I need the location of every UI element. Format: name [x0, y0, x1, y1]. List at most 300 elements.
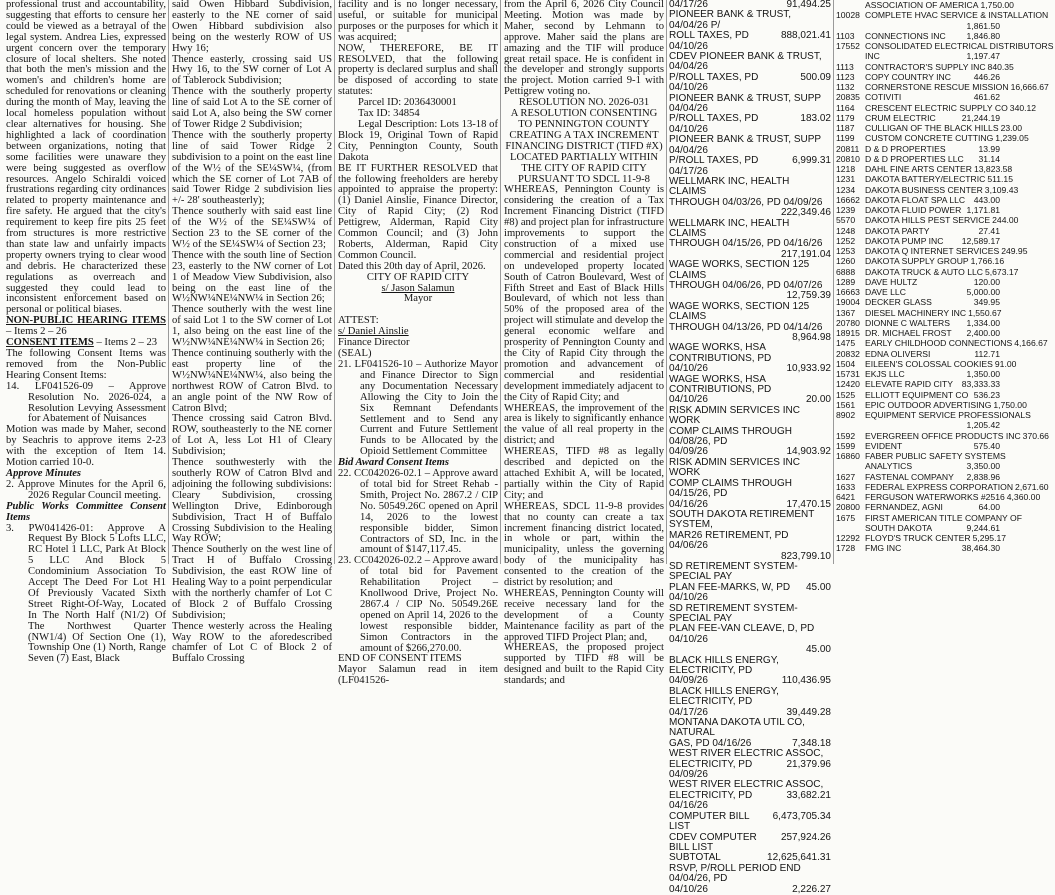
vendor-number: 1728: [836, 543, 856, 554]
claim-row: [836, 256, 1005, 267]
vendor-name: DECKER GLASS: [865, 297, 932, 308]
payment-description: WAGE WORKS, HSA CONTRIBUTIONS, PD: [669, 373, 772, 396]
vendor-name: D & D PROPERTIES LLC: [865, 153, 964, 164]
claim-amount: 1,334.00: [966, 317, 1000, 328]
claim-row: [836, 287, 1000, 297]
vendor-number: 12292: [836, 533, 860, 543]
approve-minutes-heading: Approve Minutes: [6, 467, 82, 479]
claim-amount: 840.35: [987, 61, 1014, 72]
payment-row: [669, 208, 831, 218]
payment-row: [669, 406, 831, 427]
payment-row: [669, 73, 831, 94]
vendor-number: 20780: [836, 317, 860, 328]
paragraph: Thence southwesterly with the southerly ROW of Catron Blvd and adjoining the following subdivisions: Cleary Subdivision, crossing Wellington Drive, Edinborough Subdivision, Tract H of Buffalo Crossing Subdivision to the Healing Way ROW;: [172, 457, 332, 545]
payment-row: [669, 260, 831, 281]
payment-row: [669, 458, 831, 479]
claim-amount: [1031, 410, 1033, 420]
claim-amount: 3,109.43: [984, 184, 1019, 195]
vendor-name: ELLIOTT EQUIPMENT CO: [865, 389, 969, 400]
column-3-resolution: [338, 0, 498, 687]
claim-amount: 1,861.50: [966, 20, 1000, 31]
payment-description: P/ROLL TAXES, PD 04/10/26: [669, 71, 759, 94]
legal-description: Legal Description: Lots 13-18 of Block 19, Original Town of Rapid City, Pennington County, South Dakota: [338, 118, 498, 163]
payment-description: 04/10/26: [669, 394, 708, 406]
vendor-name: SOUTH DAKOTA: [865, 522, 933, 533]
vendor-name: DAKOTA PARTY: [865, 225, 930, 236]
vendor-number: 1103: [836, 30, 855, 41]
claim-row: [836, 390, 1000, 400]
vendor-name: DIONNE C WALTERS: [865, 317, 950, 328]
claim-amount: 13,823.58: [973, 164, 1013, 174]
tax-id: Tax ID: 34854: [358, 108, 420, 120]
payment-description: WELLMARK INC, HEALTH CLAIMS: [669, 217, 790, 239]
claim-amount: 340.12: [1009, 102, 1037, 113]
payment-description: PIONEER BANK & TRUST, SUPP 04/04/26: [669, 134, 821, 156]
payment-description: 04/16/26: [669, 498, 708, 510]
vendor-name: ELEVATE RAPID CITY: [865, 379, 954, 390]
vendor-number: 18915: [836, 328, 860, 338]
claim-row: [836, 492, 1041, 502]
vendor-number: 8902: [836, 410, 856, 420]
payment-description: COMP CLAIMS THROUGH 04/08/26, PD: [669, 425, 792, 448]
vendor-name: FABER PUBLIC SAFETY SYSTEMS: [865, 451, 1006, 461]
payment-amount: 20.00: [805, 394, 831, 406]
bid-award-heading: Bid Award Consent Items: [338, 457, 449, 469]
claim-amount: 249.95: [1001, 246, 1028, 256]
vendor-number: 1475: [836, 338, 856, 349]
claim-row: [836, 0, 1014, 10]
claim-amount: 2,400.00: [966, 328, 1000, 338]
payment-description: P/ROLL TAXES, PD 04/10/26: [669, 113, 759, 135]
claim-row: [836, 472, 1000, 482]
claim-amount: 27.41: [978, 225, 1000, 236]
heading-rest: – Items 2 – 23: [93, 337, 158, 349]
vendor-name: COTIVITI: [865, 92, 902, 103]
vendor-number: 20835: [836, 92, 860, 103]
vendor-number: 1289: [836, 276, 856, 287]
claim-row: [836, 205, 1000, 215]
vendor-number: 1252: [836, 235, 856, 246]
column-1-minutes: [6, 0, 166, 665]
payment-row: [669, 375, 831, 396]
claim-row: [836, 369, 1000, 379]
claim-row: [836, 410, 1031, 420]
payment-description: WAGE WORKS, HSA CONTRIBUTIONS, PD: [669, 342, 772, 364]
item-3: 3. PW041426-01: Approve A Request By Block 5 Lofts LLC, RC Hotel 1 LLC, Park At Block 5 LLC And Block 5 Condominium Association To Accept The Deed For Lot H1 Of Previously Vacated Sixth Street Right-Of-Way, Located In The North Half (N1/2) Of The Northwest Quarter (NW1/4) Of Section One (1), Township One (1) North, Range Seven (7) East, Black: [6, 522, 166, 665]
paragraph: Mayor Salamun read in item (LF041526-: [338, 664, 498, 687]
claim-amount: 31.14: [978, 153, 1000, 164]
vendor-number: 1199: [836, 133, 855, 144]
claim-row: [836, 236, 1000, 246]
payment-amount: 7,348.18: [792, 737, 831, 749]
payment-row: [669, 583, 831, 604]
payment-row: [669, 302, 831, 323]
claim-amount: 244.00: [992, 215, 1019, 226]
payment-description: ELECTRICITY, PD 04/16/26: [669, 789, 753, 812]
claim-row: [836, 72, 1000, 82]
claim-amount: 1,766.16: [970, 256, 1005, 267]
payment-description: BLACK HILLS ENERGY, ELECTRICITY, PD: [669, 654, 779, 676]
claim-amount: 1,171.81: [966, 205, 1000, 215]
claim-amount: 1,750.00: [993, 399, 1027, 410]
vendor-name: [865, 420, 965, 430]
claim-row: [836, 297, 1000, 307]
payment-amount: 8,964.98: [792, 332, 831, 343]
vendor-name: DAKOTA PUMP INC: [865, 235, 944, 246]
vendor-name: DAKOTA FLOAT SPA LLC: [865, 194, 966, 205]
payment-description: WAGE WORKS, SECTION 125 CLAIMS: [669, 259, 810, 281]
vendor-number: 19004: [836, 297, 860, 308]
claim-amount: 5,000.00: [966, 287, 1000, 297]
column-2-legal-description: [172, 0, 332, 665]
column-rule: [334, 0, 335, 564]
attest-label: ATTEST:: [338, 315, 379, 327]
vendor-name: EKJS LLC: [865, 369, 905, 379]
vendor-name: EVERGREEN OFFICE PRODUCTS INC: [865, 430, 1021, 441]
claim-row: [836, 451, 1006, 461]
item-21: 21. LF041526-10 – Authorize Mayor and Finance Director to Sign any Documentation Necessary Allowing the City to Join the Six Remnant Defendants Settlement and to Send any Current and Future Settlement Funds to be Allocated by the Opioid Settlement Committee: [338, 359, 498, 458]
claim-amount: 1,239.05: [995, 133, 1029, 144]
item-23: 23. CC042026-02.2 – Approve award of total bid for Pavement Rehabilitation Project – Knollwood Drive, Project No. 2867.4 / CIP No. 50549.26E opened on April 14, 2026 to the lowest responsible bidder, Simon Contractors in the amount of $266,270.00.: [338, 555, 498, 654]
payment-description: WAGE WORKS, SECTION 125 CLAIMS: [669, 300, 810, 323]
vendor-name: DAKOTA SUPPLY GROUP: [865, 256, 969, 267]
vendor-name: FIRST AMERICAN TITLE COMPANY OF: [865, 512, 1022, 523]
vendor-number: 1123: [836, 71, 855, 82]
signature-mayor: s/ Jason Salamun: [381, 282, 455, 294]
payment-description: CDEV COMPUTER BILL LIST: [669, 831, 757, 853]
vendor-name: EDNA OLIVERSI: [865, 348, 931, 359]
resolution-number: RESOLUTION NO. 2026-031: [518, 97, 650, 109]
column-rule: [168, 0, 169, 564]
payment-amount: 257,924.26: [780, 831, 831, 843]
claim-row: [836, 61, 1014, 72]
vendor-name: CULLIGAN OF THE BLACK HILLS: [865, 123, 999, 133]
payment-description: BLACK HILLS ENERGY, ELECTRICITY, PD: [669, 685, 779, 708]
claim-row: [836, 399, 1027, 410]
claim-row: [836, 92, 1000, 102]
claim-row: [836, 113, 1000, 123]
heading-text: NON-PUBLIC HEARING ITEMS: [6, 315, 166, 327]
vendor-number: 20811: [836, 143, 860, 154]
payment-row: [669, 604, 831, 625]
vendor-number: 16662: [836, 194, 860, 205]
payment-row: [669, 718, 831, 739]
payment-description: 04/10/26: [669, 363, 708, 375]
payment-description: MAR26 RETIREMENT, PD 04/06/26: [669, 529, 789, 552]
payment-amount: 10,933.92: [786, 363, 831, 375]
item-14: 14. LF041526-09 – Approve Resolution No. 2026-024, a Resolution Levying Assessment for Abatement of Nuisances: [6, 380, 166, 425]
vendor-name: CONTRACTOR'S SUPPLY INC: [865, 61, 986, 72]
claim-amount: 5,295.17: [972, 533, 1007, 543]
claim-amount: 1,550.67: [968, 307, 1002, 318]
payment-description: SD RETIREMENT SYSTEM-SPECIAL PAY: [669, 560, 798, 583]
whereas-paragraph: WHEREAS, the improvement of the area is likely to significantly enhance the value of all real property in the district; and: [504, 402, 664, 447]
payment-row: [669, 479, 831, 500]
claim-amount: 16,666.67: [1010, 82, 1049, 92]
signature-city: CITY OF RAPID CITY: [366, 271, 470, 283]
claim-row: [836, 41, 1054, 51]
claim-amount: 446.26: [973, 71, 1000, 82]
payment-description: PLAN FEE-MARKS, W, PD 04/10/26: [669, 581, 791, 604]
whereas-paragraph: WHEREAS, Pennington County will receive necessary land for the development of a County Maintenance facility as part of the approved TIFD Project Plan; and,: [504, 587, 664, 643]
vendor-name: CONNECTIONS INC: [865, 30, 946, 41]
column-rule: [500, 0, 501, 564]
claim-row: [836, 133, 1029, 144]
vendor-name: DAKOTA BUSINESS CENTER: [865, 184, 983, 195]
vendor-name: FASTENAL COMPANY: [865, 471, 954, 482]
claim-row: [836, 246, 1028, 256]
vendor-number: 1253: [836, 246, 856, 256]
vendor-number: 1592: [836, 430, 856, 441]
vendor-number: 1218: [836, 164, 856, 174]
vendor-name: EARLY CHILDHOOD CONNECTIONS: [865, 338, 1013, 349]
claim-row: [836, 154, 1000, 164]
payment-amount: 45.00: [805, 644, 831, 656]
vendor-name: CRESCENT ELECTRIC SUPPLY CO: [865, 102, 1008, 113]
claim-row: [836, 144, 1000, 154]
payment-description: 04/09/26: [669, 675, 708, 687]
claim-row: [836, 379, 1000, 389]
payment-amount: 17,470.15: [786, 498, 831, 510]
claim-row: [836, 420, 1000, 430]
whereas-paragraph: WHEREAS, TIFD #8 as legally described and depicted on the attached Exhibit A, will be located, partially within the City of Rapid City; and: [504, 446, 664, 501]
payment-row: [669, 427, 831, 448]
paragraph: NOW, THEREFORE, BE IT RESOLVED, that the following property is declared surplus and shall be disposed of according to state statutes:: [338, 42, 498, 98]
whereas-paragraph: WHEREAS, the proposed project supported by TIFD #8 will be designed and built to the Rapid City standards; and: [504, 642, 664, 687]
claim-amount: 3,350.00: [966, 461, 1000, 472]
vendor-number: 1132: [836, 82, 855, 92]
claim-amount: 64.00: [978, 502, 1000, 513]
claim-row: [836, 543, 1000, 553]
end-consent-items: END OF CONSENT ITEMS: [338, 653, 462, 665]
vendor-number: 1504: [836, 358, 856, 369]
paragraph: Thence crossing said Catron Blvd. ROW, southeasterly to the NE corner of Lot A, less Lot H1 of Cleary Subdivision;: [172, 413, 332, 458]
vendor-number: 15731: [836, 369, 860, 379]
claim-row: [836, 195, 1000, 205]
payment-row: [669, 114, 831, 135]
payment-amount: 91,494.25: [786, 0, 831, 10]
vendor-number: 6421: [836, 492, 856, 502]
claim-amount: 13.99: [978, 143, 1000, 154]
claim-amount: 4,166.67: [1014, 338, 1048, 349]
payment-description: THROUGH 04/03/26, PD 04/09/26: [669, 196, 823, 208]
payment-amount: 222,349.46: [780, 207, 831, 219]
vendor-number: 6888: [836, 266, 856, 277]
payment-row: [669, 94, 831, 115]
dated-line: Dated this 20th day of April, 2026.: [338, 260, 486, 272]
column-6-vendor-claims: [836, 0, 1054, 564]
signature-title: Mayor: [403, 293, 433, 305]
vendor-number: [836, 0, 865, 10]
vendor-number: 16663: [836, 287, 860, 297]
column-5-payments-list: [669, 0, 831, 895]
claim-amount: 461.62: [973, 92, 1000, 103]
parcel-id: Parcel ID: 2036430001: [358, 97, 457, 109]
claim-amount: 1,205.42: [966, 420, 1000, 431]
claim-amount: 12,589.17: [961, 235, 1000, 246]
vendor-name: CONSOLIDATED ELECTRICAL DISTRIBUTORS: [865, 41, 1054, 51]
payment-amount: 21,379.96: [786, 758, 831, 770]
payment-description: COMP CLAIMS THROUGH 04/15/26, PD: [669, 477, 792, 500]
payment-description: ROLL TAXES, PD 04/10/26: [669, 30, 749, 52]
claim-amount: 1,197.47: [966, 51, 1000, 62]
vendor-number: 1248: [836, 225, 856, 236]
paragraph: Thence continuing southerly with the east property line of the W½NW¼NE¼NW¼, also being the northwest ROW of Catron Blvd. to an angle point of the NW Row of Catron Blvd;: [172, 348, 332, 414]
vendor-number: 1561: [836, 399, 856, 410]
payment-description: PIONEER BANK & TRUST, 04/04/26 P/: [669, 9, 792, 31]
heading-text: CONSENT ITEMS: [6, 337, 94, 349]
item-22: 22. CC042026-02.1 – Approve award of total bid for Street Rehab - Smith, Project No. 2867.2 / CIP No. 50549.26C opened on April 14, 2026 to the lowest responsible bidder, Simon Contractors of SD, Inc. in the amount of $147,117.45.: [338, 468, 498, 556]
paragraph: facility and is no longer necessary, useful, or suitable for municipal purposes or the purposes for which it was acquired;: [338, 0, 498, 43]
claim-row: [836, 184, 1019, 195]
vendor-number: 1239: [836, 205, 856, 215]
claim-row: [836, 533, 1007, 543]
payment-description: MONTANA DAKOTA UTIL CO, NATURAL: [669, 717, 805, 739]
claim-amount: [1048, 10, 1050, 20]
payment-description: PLAN FEE-VAN CLEAVE, D, PD 04/10/26: [669, 623, 815, 645]
payment-description: THROUGH 04/13/26, PD 04/14/26: [669, 321, 823, 333]
vendor-name: FERGUSON WATERWORKS #2516: [865, 492, 1005, 502]
claim-row: [836, 523, 1000, 533]
payment-row: [669, 760, 831, 781]
payment-row: [669, 177, 831, 198]
claim-amount: 112.71: [974, 348, 1000, 359]
attest-title: Finance Director: [338, 337, 410, 349]
payment-row: [669, 10, 831, 31]
vendor-name: CORNERSTONE RESCUE MISSION: [865, 82, 1009, 92]
claim-row: [836, 31, 1000, 41]
payment-amount: 12,759.39: [786, 290, 831, 302]
vendor-name: DAHL FINE ARTS CENTER: [865, 164, 972, 174]
whereas-paragraph: WHEREAS, SDCL 11-9-8 provides that no county can create a tax increment financing district located, in whole or part, within the municipality, unless the governing body of the municipality has consented to the creation of the district by resolution; and: [504, 500, 664, 589]
vendor-number: 20832: [836, 348, 860, 359]
payment-row: [669, 31, 831, 52]
paragraph: Thence with the south line of Section 23, easterly to the NW corner of Lot 1 of Meadow View Subdivision, also being on the east line of the W½NW¼NE¼NW¼ in Section 26;: [172, 249, 332, 305]
vendor-number: 1367: [836, 307, 856, 318]
paragraph: Thence with the southerly property line of said Lot A to the SE corner of said Lot A, also being the SW corner of Tower Ridge 2 Subdivision;: [172, 86, 332, 130]
payment-amount: 888,021.41: [780, 30, 831, 42]
payment-amount: 45.00: [805, 581, 831, 593]
vendor-number: 1187: [836, 123, 855, 133]
claim-row: [836, 102, 1037, 113]
vendor-name: ASSOCIATION OF AMERICA: [865, 0, 979, 10]
payment-row: [669, 687, 831, 708]
payment-amount: 500.09: [800, 71, 831, 83]
vendor-name: FERNANDEZ, AGNI: [865, 502, 943, 513]
payment-amount: 183.02: [800, 113, 831, 125]
column-rule: [833, 0, 834, 564]
vendor-number: 1231: [836, 174, 856, 185]
claim-row: [836, 349, 1000, 359]
claim-amount: 536.23: [973, 389, 1000, 400]
vendor-name: DAKOTA TRUCK & AUTO LLC: [865, 266, 983, 277]
claim-row: [836, 277, 1000, 287]
paragraph: professional trust and accountability, suggesting that efforts to censure her could be viewed as a betrayal of the legal system. Andrea Lies, expressed urgent concern over the temporary closure of local shelters. She noted that both the men's mission and the women's and children's home are scheduled for renovations or cleaning during the month of May, leaving the local homeless population without clear alternatives for housing. She highlighted a lack of coordination between organizations, noting that some facilities were unaware they were being suggested as overflow resources. Angelo Schiraldi voiced frustrations regarding city ordinances related to property maintenance and fire safety. He argued that the city's requirement to keep fire pits 25 feet from structures is more restrictive than state law and unfairly impacts property owners trying to clear wood and debris. He characterized these regulations as overreach and suggested they could lead to inconsistent enforcement based on personal or political biases.: [6, 0, 166, 316]
vendor-number: [836, 51, 865, 61]
claim-amount: 120.00: [973, 276, 1000, 287]
claim-amount: 2,838.96: [966, 471, 1000, 482]
claim-amount: [1006, 451, 1008, 461]
payment-description: CDEV PIONEER BANK & TRUST, 04/04/26: [669, 51, 822, 73]
claim-amount: 9,244.61: [966, 522, 1000, 533]
vendor-number: 12420: [836, 379, 860, 390]
whereas-paragraph: WHEREAS, Pennington County is considering the creation of a Tax Increment Financing District (TIFD #8) and project plan for infrastructure improvements to support the construction of a mixed use commercial and residential project on undeveloped property located South of Catron Boulevard, West of Fifth Street and East of Black Hills Boulevard, of which not less than 50% of the proposed area of the project will stimulate and develop the general economic welfare and prosperity of Pennington County and the City of Rapid City through the promotion and advancement of commercial and residential development immediately adjacent to the City of Rapid City; and: [504, 184, 664, 403]
claim-amount: 4,360.00: [1006, 492, 1041, 502]
vendor-name: DAKOTA Q INTERNET SERVICES: [865, 246, 1000, 256]
payment-amount: 33,682.21: [786, 789, 831, 801]
payment-row: [669, 531, 831, 552]
payment-description: THROUGH 04/15/26, PD 04/16/26: [669, 238, 823, 250]
paragraph: The following Consent Items was removed from the Non-Public Hearing Consent Items:: [6, 348, 166, 381]
payment-amount: 12,625,641.31: [767, 852, 831, 864]
vendor-number: 1164: [836, 102, 855, 113]
vendor-name: DAKOTA BATTERY/ELECTRIC: [865, 174, 986, 185]
payment-row: [669, 864, 831, 885]
paragraph: said Owen Hibbard Subdivision, easterly to the NE corner of said Owen Hibbard subdivision also being on the westerly ROW of US Hwy 16;: [172, 0, 332, 54]
vendor-name: DAKOTA HILLS PEST SERVICE: [865, 215, 991, 226]
vendor-name: CRUM ELECTRIC: [865, 112, 936, 123]
payment-description: THROUGH 04/06/26, PD 04/07/26: [669, 279, 823, 291]
claim-row: [836, 123, 1023, 133]
vendor-name: EILEEN'S COLOSSAL COOKIES: [865, 358, 993, 369]
vendor-number: 1179: [836, 112, 855, 123]
payment-description: 04/17/26: [669, 0, 708, 10]
resolution-title: A RESOLUTION CONSENTING TO PENNINGTON COUNTY CREATING A TAX INCREMENT FINANCING DISTRICT (TIFD #X) LOCATED PARTIALLY WITHIN THE CITY OF RAPID CITY PURSUANT TO SDCL 11-9-8: [505, 108, 663, 185]
claim-row: [836, 215, 1019, 226]
vendor-number: 1260: [836, 256, 856, 267]
claim-amount: 1,350.00: [966, 369, 1000, 379]
payment-description: 04/10/26: [669, 883, 708, 895]
vendor-number: 5570: [836, 215, 856, 226]
vendor-name: EQUIPMENT SERVICE PROFESSIONALS: [865, 410, 1031, 420]
vendor-name: FLOYD'S TRUCK CENTER: [865, 533, 971, 543]
payment-row: [669, 624, 831, 645]
payment-row: [669, 791, 831, 812]
payment-amount: 39,449.28: [786, 706, 831, 718]
vendor-name: COPY COUNTRY INC: [865, 71, 951, 82]
paragraph: Thence with the southerly property line of said Tower Ridge 2 subdivision to a point on the east line of the W½ of the SE¼SW¼, (from which the SE corner of Lot 7AB of said Tower Ridge 2 subdivision lies +/- 28' southeasterly);: [172, 129, 332, 207]
claim-amount: 349.95: [973, 297, 1000, 308]
claim-row: [836, 430, 1049, 441]
vendor-name: COMPLETE HVAC SERVICE & INSTALLATION: [865, 10, 1049, 21]
claim-amount: 443.00: [973, 194, 1000, 205]
vendor-number: 1113: [836, 61, 854, 72]
payment-row: [669, 885, 831, 895]
motion-paragraph: Motion was made by Maher, second by Seachris to approve items 2-23 with the exception of Item 14. Motion carried 10-0.: [6, 424, 166, 469]
payment-description: PIONEER BANK & TRUST, SUPP 04/04/26: [669, 92, 821, 115]
claim-amount: 91.00: [994, 358, 1017, 369]
payment-description: WEST RIVER ELECTRIC ASSOC,: [669, 779, 824, 791]
paragraph: from the April 6, 2026 City Council Meeting. Motion was made by Maher, second by Lehmann to approve. Maher said the plans are amazing and the TIF will produce great retail space. He is confident in the developer and strongly supports the project. Motion carried 9-1 with Pettigrew voting no.: [504, 0, 664, 98]
claim-row: [836, 266, 1019, 277]
column-rule: [666, 0, 667, 564]
payment-amount: 823,799.10: [780, 550, 831, 562]
payment-description: ELECTRICITY, PD 04/09/26: [669, 758, 753, 781]
claim-amount: 83,333.33: [961, 379, 1000, 390]
vendor-number: 1234: [836, 184, 856, 195]
claim-row: [836, 308, 1000, 318]
vendor-name: CUSTOM CONCRETE CUTTING: [865, 133, 994, 144]
vendor-number: 20800: [836, 502, 860, 513]
payment-description: COMPUTER BILL LIST: [669, 810, 750, 833]
vendor-name: DAVE LLC: [865, 287, 906, 297]
vendor-name: [865, 21, 965, 31]
payment-row: [669, 510, 831, 531]
payment-description: P/ROLL TAXES, PD 04/17/26: [669, 155, 759, 177]
payment-row: [669, 833, 831, 854]
claim-row: [836, 82, 1049, 92]
payment-row: [669, 812, 831, 833]
